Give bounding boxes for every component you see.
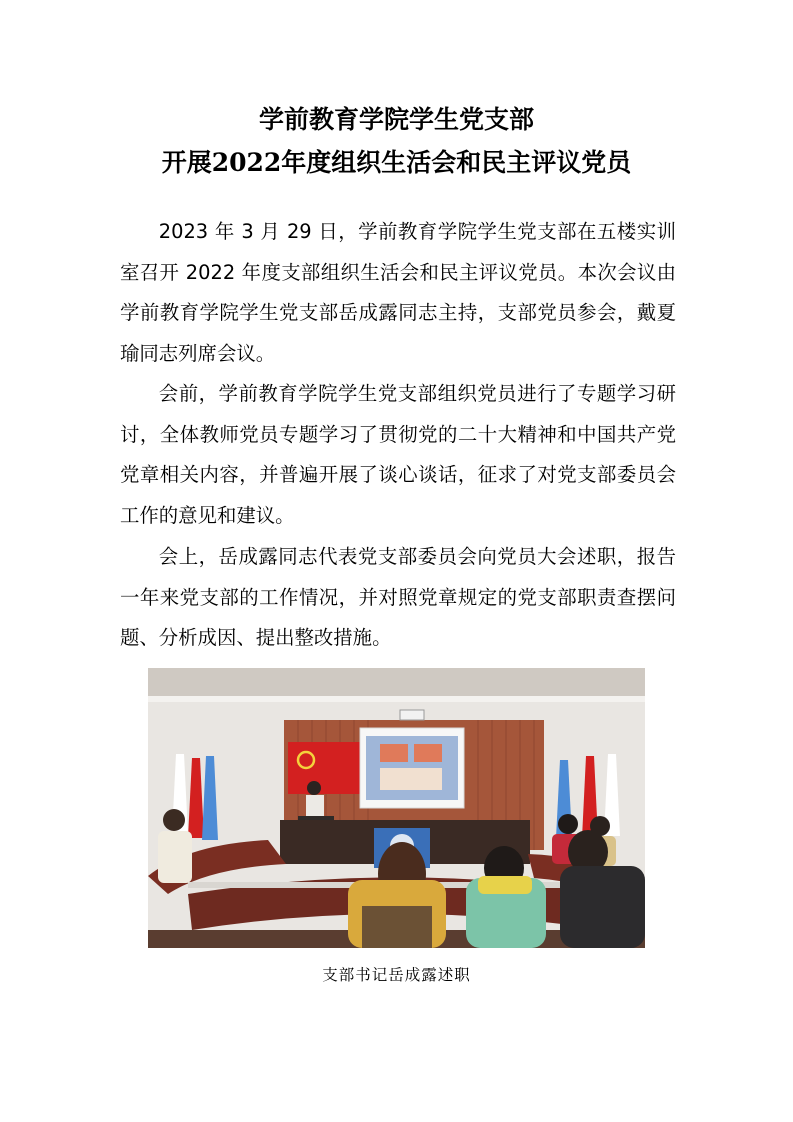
photo-caption: 支部书记岳成露述职: [322, 966, 471, 984]
paragraph-3: 会上，岳成露同志代表党支部委员会向党员大会述职，报告一年来党支部的工作情况，并对照党章规定的党支部职责查摆问题、分析成因、提出整改措施。: [120, 545, 676, 649]
title-line-1: 学前教育学院学生党支部: [258, 105, 534, 134]
paragraph-2: 会前，学前教育学院学生党支部组织党员进行了专题学习研讨，全体教师党员专题学习了贯彻党的二十大精神和中国共产党党章相关内容，并普遍开展了谈心谈话，征求了对党支部委员会工作的意见和建议。: [120, 382, 676, 527]
title-line-2: 开展2022年度组织生活会和民主评议党员: [161, 148, 632, 177]
meeting-photo: [148, 668, 645, 948]
paragraph-1: 2023 年 3 月 29 日，学前教育学院学生党支部在五楼实训室召开 2022 年度支部组织生活会和民主评议党员。本次会议由学前教育学院学生党支部岳成露同志主持，支部党员参会，戴夏瑜同志列席会议。: [120, 220, 676, 365]
